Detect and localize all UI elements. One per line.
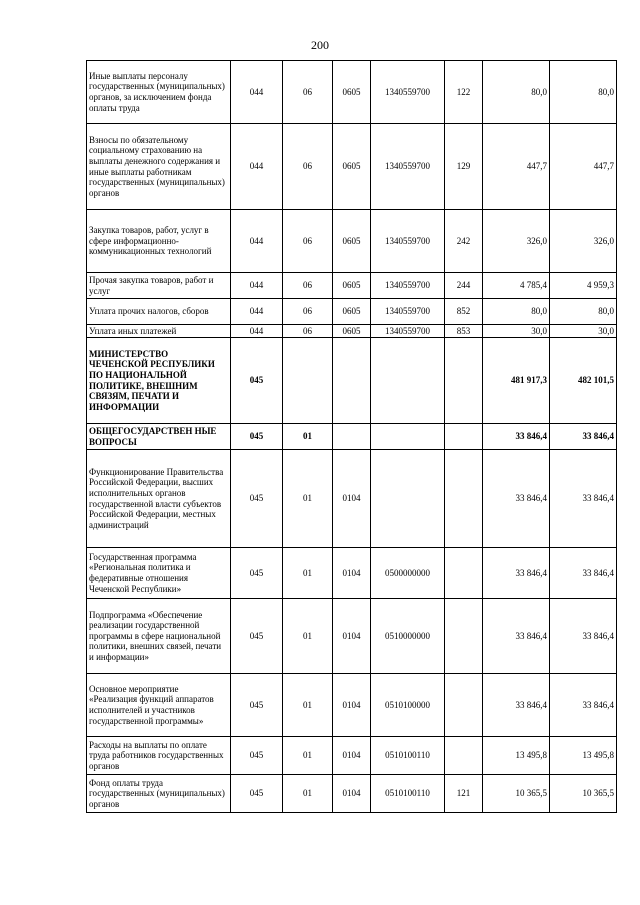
ministry-code: 044 <box>231 61 283 124</box>
row-name: Уплата прочих налогов, сборов <box>87 299 231 325</box>
target-article-code: 1340559700 <box>371 299 445 325</box>
expense-type-code: 122 <box>445 61 483 124</box>
subsection-code <box>333 338 371 424</box>
section-code: 06 <box>283 210 333 273</box>
row-name: Взносы по обязательному социальному страхованию на выплаты денежного содержания и иные выплаты работникам государственных (муниципальных) органов <box>87 124 231 210</box>
target-article-code: 1340559700 <box>371 124 445 210</box>
section-code: 01 <box>283 450 333 548</box>
amount-year-1: 80,0 <box>483 61 550 124</box>
target-article-code <box>371 338 445 424</box>
target-article-code <box>371 424 445 450</box>
target-article-code: 0510000000 <box>371 599 445 674</box>
table-row <box>87 775 617 813</box>
table-row <box>87 548 617 599</box>
amount-year-2: 80,0 <box>550 299 617 325</box>
amount-year-2: 13 495,8 <box>550 737 617 775</box>
target-article-code: 1340559700 <box>371 210 445 273</box>
target-article-code: 0510100110 <box>371 737 445 775</box>
table-row <box>87 273 617 299</box>
expense-type-code <box>445 450 483 548</box>
amount-year-1: 447,7 <box>483 124 550 210</box>
expense-type-code: 129 <box>445 124 483 210</box>
subsection-code: 0605 <box>333 325 371 338</box>
section-code: 06 <box>283 325 333 338</box>
table-row <box>87 210 617 273</box>
section-code: 06 <box>283 61 333 124</box>
amount-year-2: 30,0 <box>550 325 617 338</box>
target-article-code <box>371 450 445 548</box>
subsection-code: 0104 <box>333 548 371 599</box>
row-name: Основное мероприятие «Реализация функций аппаратов исполнителей и участников государственной программы» <box>87 674 231 737</box>
row-name: МИНИСТЕРСТВО ЧЕЧЕНСКОЙ РЕСПУБЛИКИ ПО НАЦИОНАЛЬНОЙ ПОЛИТИКЕ, ВНЕШНИМ СВЯЗЯМ, ПЕЧАТИ И ИНФОРМАЦИИ <box>87 338 231 424</box>
ministry-code: 044 <box>231 325 283 338</box>
section-code: 06 <box>283 124 333 210</box>
row-name: Прочая закупка товаров, работ и услуг <box>87 273 231 299</box>
row-name: Иные выплаты персоналу государственных (муниципальных) органов, за исключением фонда оплаты труда <box>87 61 231 124</box>
section-code: 01 <box>283 548 333 599</box>
expense-type-code <box>445 674 483 737</box>
expense-type-code: 121 <box>445 775 483 813</box>
amount-year-1: 13 495,8 <box>483 737 550 775</box>
amount-year-1: 481 917,3 <box>483 338 550 424</box>
amount-year-2: 326,0 <box>550 210 617 273</box>
amount-year-1: 33 846,4 <box>483 674 550 737</box>
amount-year-2: 33 846,4 <box>550 548 617 599</box>
amount-year-2: 447,7 <box>550 124 617 210</box>
amount-year-1: 33 846,4 <box>483 548 550 599</box>
row-name: Государственная программа «Региональная политика и федеративные отношения Чеченской Республики» <box>87 548 231 599</box>
ministry-code: 044 <box>231 273 283 299</box>
table-row <box>87 450 617 548</box>
amount-year-1: 326,0 <box>483 210 550 273</box>
ministry-code: 045 <box>231 450 283 548</box>
expense-type-code <box>445 548 483 599</box>
subsection-code <box>333 424 371 450</box>
row-name: Уплата иных платежей <box>87 325 231 338</box>
amount-year-2: 80,0 <box>550 61 617 124</box>
target-article-code: 0510100110 <box>371 775 445 813</box>
table-row <box>87 599 617 674</box>
amount-year-1: 30,0 <box>483 325 550 338</box>
expense-type-code <box>445 338 483 424</box>
section-code: 06 <box>283 273 333 299</box>
table-row <box>87 61 617 124</box>
target-article-code: 1340559700 <box>371 273 445 299</box>
amount-year-1: 33 846,4 <box>483 599 550 674</box>
section-code: 01 <box>283 674 333 737</box>
subsection-code: 0605 <box>333 299 371 325</box>
subsection-code: 0605 <box>333 210 371 273</box>
section-code <box>283 338 333 424</box>
amount-year-2: 33 846,4 <box>550 674 617 737</box>
subsection-code: 0104 <box>333 775 371 813</box>
subsection-code: 0104 <box>333 450 371 548</box>
budget-table <box>86 60 617 813</box>
table-row <box>87 124 617 210</box>
row-name: Подпрограмма «Обеспечение реализации государственной программы в сфере национальной политики, внешних связей, печати и информации» <box>87 599 231 674</box>
ministry-code: 045 <box>231 338 283 424</box>
subsection-code: 0104 <box>333 674 371 737</box>
ministry-code: 044 <box>231 299 283 325</box>
ministry-code: 045 <box>231 599 283 674</box>
section-code: 01 <box>283 775 333 813</box>
amount-year-1: 80,0 <box>483 299 550 325</box>
expense-type-code <box>445 424 483 450</box>
ministry-code: 045 <box>231 548 283 599</box>
table-row <box>87 737 617 775</box>
expense-type-code: 853 <box>445 325 483 338</box>
target-article-code: 0500000000 <box>371 548 445 599</box>
section-code: 01 <box>283 737 333 775</box>
target-article-code: 0510100000 <box>371 674 445 737</box>
target-article-code: 1340559700 <box>371 61 445 124</box>
section-code: 01 <box>283 599 333 674</box>
section-code: 06 <box>283 299 333 325</box>
amount-year-2: 4 959,3 <box>550 273 617 299</box>
ministry-code: 045 <box>231 674 283 737</box>
amount-year-2: 33 846,4 <box>550 450 617 548</box>
subsection-code: 0605 <box>333 61 371 124</box>
table-row <box>87 674 617 737</box>
row-name: Расходы на выплаты по оплате труда работников государственных органов <box>87 737 231 775</box>
row-name: Закупка товаров, работ, услуг в сфере информационно-коммуникационных технологий <box>87 210 231 273</box>
amount-year-2: 33 846,4 <box>550 599 617 674</box>
expense-type-code <box>445 737 483 775</box>
subsection-code: 0104 <box>333 737 371 775</box>
expense-type-code: 244 <box>445 273 483 299</box>
amount-year-1: 33 846,4 <box>483 424 550 450</box>
expense-type-code <box>445 599 483 674</box>
table-row <box>87 424 617 450</box>
subsection-code: 0605 <box>333 273 371 299</box>
table-row <box>87 299 617 325</box>
ministry-code: 045 <box>231 775 283 813</box>
table-row <box>87 325 617 338</box>
amount-year-2: 33 846,4 <box>550 424 617 450</box>
row-name: Фонд оплаты труда государственных (муниципальных) органов <box>87 775 231 813</box>
expense-type-code: 852 <box>445 299 483 325</box>
subsection-code: 0605 <box>333 124 371 210</box>
subsection-code: 0104 <box>333 599 371 674</box>
ministry-code: 045 <box>231 737 283 775</box>
ministry-code: 044 <box>231 124 283 210</box>
section-code: 01 <box>283 424 333 450</box>
row-name: ОБЩЕГОСУДАРСТВЕН НЫЕ ВОПРОСЫ <box>87 424 231 450</box>
amount-year-2: 482 101,5 <box>550 338 617 424</box>
ministry-code: 044 <box>231 210 283 273</box>
expense-type-code: 242 <box>445 210 483 273</box>
amount-year-2: 10 365,5 <box>550 775 617 813</box>
target-article-code: 1340559700 <box>371 325 445 338</box>
amount-year-1: 10 365,5 <box>483 775 550 813</box>
table-row <box>87 338 617 424</box>
page-number: 200 <box>311 38 329 52</box>
ministry-code: 045 <box>231 424 283 450</box>
amount-year-1: 4 785,4 <box>483 273 550 299</box>
amount-year-1: 33 846,4 <box>483 450 550 548</box>
row-name: Функционирование Правительства Российской Федерации, высших исполнительных органов государственной власти субъектов Российской Федерации, местных администраций <box>87 450 231 548</box>
